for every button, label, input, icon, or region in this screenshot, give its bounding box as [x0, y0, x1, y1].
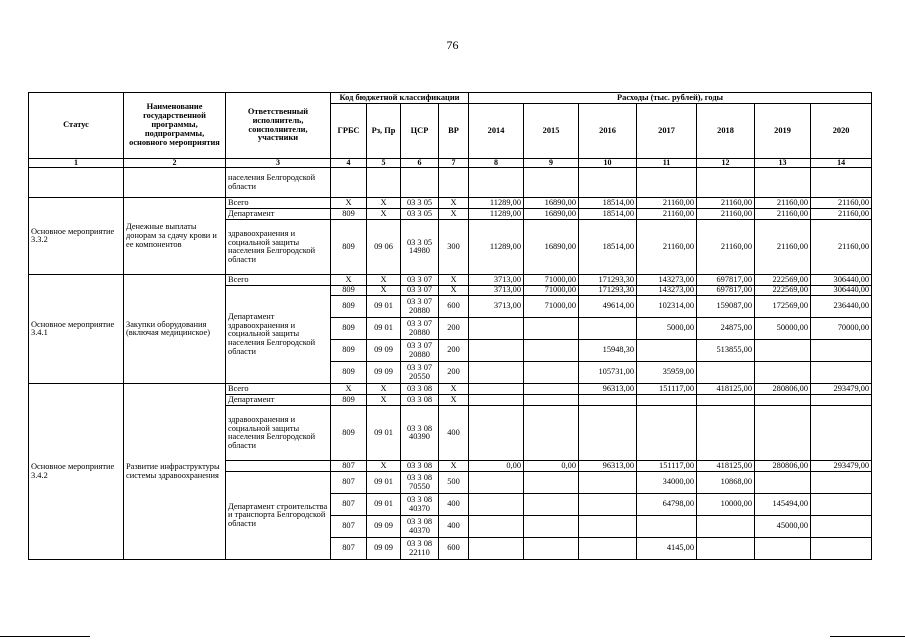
cell-v2017: 21160,00 [637, 220, 697, 275]
cell-v2017: 5000,00 [637, 318, 697, 340]
cell-v2019: 45000,00 [755, 516, 811, 538]
cell-empty [811, 168, 872, 198]
cell-empty [439, 168, 469, 198]
cell-v2018: 21160,00 [697, 220, 755, 275]
cell-v2020 [811, 395, 872, 406]
executor-cell: Всего [226, 198, 331, 209]
column-number: 10 [579, 159, 637, 168]
cell-v2017: 35959,00 [637, 362, 697, 384]
cell-v2018: 418125,00 [697, 384, 755, 395]
header-executor: Ответственный исполнитель, соисполнители, участники [226, 93, 331, 159]
header-budget-code: Код бюджетной классификации [331, 93, 469, 104]
cell-v2015 [524, 340, 579, 362]
cell-vr: 500 [439, 472, 469, 494]
cell-v2018: 21160,00 [697, 209, 755, 220]
cell-grbs: 809 [331, 209, 367, 220]
cell-v2014 [469, 406, 524, 461]
cell-v2018: 159087,00 [697, 296, 755, 318]
cell-v2017: 4145,00 [637, 538, 697, 560]
cell-empty [469, 168, 524, 198]
cell-csr: 03 3 08 [401, 461, 439, 472]
cell-v2015 [524, 538, 579, 560]
cell-v2014 [469, 472, 524, 494]
header-year: 2017 [637, 104, 697, 159]
cell-v2019: 21160,00 [755, 209, 811, 220]
cell-v2014: 3713,00 [469, 286, 524, 296]
executor-cell: Всего [226, 275, 331, 286]
cell-v2020: 293479,00 [811, 384, 872, 395]
cell-csr: 03 3 07 [401, 286, 439, 296]
column-number: 3 [226, 159, 331, 168]
cell-v2015: 71000,00 [524, 275, 579, 286]
status-cell: Основное мероприятие 3.4.1 [29, 275, 124, 384]
executor-cell: здравоохранения и социальной защиты населения Белгородской области [226, 406, 331, 461]
cell-empty [367, 168, 401, 198]
cell-v2018 [697, 538, 755, 560]
cell-grbs: 807 [331, 494, 367, 516]
cell-empty [579, 168, 637, 198]
column-number: 11 [637, 159, 697, 168]
header-grbs: ГРБС [331, 104, 367, 159]
cell-csr: 03 3 07 20550 [401, 362, 439, 384]
executor-cell: Департамент строительства и транспорта Белгородской области [226, 472, 331, 560]
cell-rzpr: X [367, 275, 401, 286]
cell-v2016 [579, 472, 637, 494]
cell-v2019 [755, 472, 811, 494]
cell-v2014 [469, 395, 524, 406]
cell-v2015 [524, 395, 579, 406]
cell-grbs: X [331, 198, 367, 209]
header-csr: ЦСР [401, 104, 439, 159]
cell-grbs: 807 [331, 538, 367, 560]
cell-grbs: 807 [331, 472, 367, 494]
cell-v2015 [524, 516, 579, 538]
cell-rzpr: 09 09 [367, 362, 401, 384]
cell-v2019: 222569,00 [755, 275, 811, 286]
cell-v2019: 172569,00 [755, 296, 811, 318]
page-edge-mark [830, 636, 905, 637]
cell-v2015: 16890,00 [524, 220, 579, 275]
cell-rzpr: X [367, 286, 401, 296]
cell-v2017: 21160,00 [637, 198, 697, 209]
cell-vr: 200 [439, 362, 469, 384]
cell-v2019 [755, 362, 811, 384]
cell-v2019 [755, 340, 811, 362]
cell-v2014: 0,00 [469, 461, 524, 472]
cell-v2019: 50000,00 [755, 318, 811, 340]
header-year: 2019 [755, 104, 811, 159]
cell-v2018 [697, 395, 755, 406]
cell-grbs: 809 [331, 318, 367, 340]
executor-cell: здравоохранения и социальной защиты населения Белгородской области [226, 220, 331, 275]
cell-v2014 [469, 318, 524, 340]
cell-v2015 [524, 406, 579, 461]
cell-csr: 03 3 08 22110 [401, 538, 439, 560]
cell-rzpr: X [367, 461, 401, 472]
cell-v2020 [811, 516, 872, 538]
name-cell: Закупки оборудования (включая медицинское) [124, 275, 226, 384]
table-row [29, 275, 872, 286]
cell-rzpr: 09 09 [367, 538, 401, 560]
header-expenses: Расходы (тыс. рублей), годы [469, 93, 872, 104]
cell-v2020: 21160,00 [811, 198, 872, 209]
name-cell: Денежные выплаты донорам за сдачу крови и ее компонентов [124, 198, 226, 275]
cell-vr: 400 [439, 516, 469, 538]
table-row [29, 168, 872, 198]
cell-vr: 600 [439, 296, 469, 318]
column-number: 6 [401, 159, 439, 168]
cell-v2020: 306440,00 [811, 286, 872, 296]
cell-v2019: 21160,00 [755, 198, 811, 209]
cell-rzpr: X [367, 395, 401, 406]
page-edge-mark [0, 636, 90, 637]
cell-vr: X [439, 198, 469, 209]
cell-v2017: 34000,00 [637, 472, 697, 494]
cell-csr: 03 3 08 [401, 395, 439, 406]
cell-v2014 [469, 516, 524, 538]
cell-v2018: 697817,00 [697, 275, 755, 286]
cell-csr: 03 3 08 40370 [401, 494, 439, 516]
cell-csr: 03 3 07 20880 [401, 340, 439, 362]
cell-empty [697, 168, 755, 198]
cell-v2015 [524, 494, 579, 516]
cell-rzpr: 09 09 [367, 516, 401, 538]
header-year: 2016 [579, 104, 637, 159]
cell-v2018: 513855,00 [697, 340, 755, 362]
cell-v2014 [469, 384, 524, 395]
header-year: 2020 [811, 104, 872, 159]
name-cell-empty [124, 168, 226, 198]
cell-grbs: 809 [331, 340, 367, 362]
cell-v2014: 11289,00 [469, 198, 524, 209]
cell-v2017 [637, 340, 697, 362]
column-number: 1 [29, 159, 124, 168]
cell-grbs: 809 [331, 220, 367, 275]
cell-v2019 [755, 406, 811, 461]
cell-v2014: 3713,00 [469, 275, 524, 286]
cell-grbs: 809 [331, 395, 367, 406]
executor-cell: Всего [226, 384, 331, 395]
cell-v2018 [697, 406, 755, 461]
cell-v2020 [811, 472, 872, 494]
cell-v2017: 143273,00 [637, 286, 697, 296]
column-number: 2 [124, 159, 226, 168]
cell-vr: 200 [439, 340, 469, 362]
cell-v2016: 15948,30 [579, 340, 637, 362]
cell-v2016 [579, 395, 637, 406]
cell-rzpr: X [367, 209, 401, 220]
cell-empty [755, 168, 811, 198]
cell-csr: 03 3 07 20880 [401, 318, 439, 340]
column-number: 14 [811, 159, 872, 168]
cell-v2015 [524, 362, 579, 384]
cell-v2019 [755, 538, 811, 560]
cell-v2020: 21160,00 [811, 220, 872, 275]
cell-v2014: 11289,00 [469, 209, 524, 220]
cell-vr: 400 [439, 494, 469, 516]
cell-rzpr: 09 01 [367, 406, 401, 461]
cell-v2020: 70000,00 [811, 318, 872, 340]
column-number: 9 [524, 159, 579, 168]
executor-cell-empty [226, 461, 331, 472]
cell-grbs: 809 [331, 406, 367, 461]
cell-vr: 200 [439, 318, 469, 340]
header-rzpr: Рз, Пр [367, 104, 401, 159]
cell-rzpr: 09 01 [367, 296, 401, 318]
cell-v2020: 306440,00 [811, 275, 872, 286]
cell-v2015: 16890,00 [524, 209, 579, 220]
cell-v2020: 236440,00 [811, 296, 872, 318]
cell-csr: 03 3 07 20880 [401, 296, 439, 318]
cell-v2014 [469, 538, 524, 560]
cell-vr: X [439, 461, 469, 472]
cell-empty [524, 168, 579, 198]
cell-v2020 [811, 406, 872, 461]
status-cell: Основное мероприятие 3.4.2 [29, 384, 124, 560]
cell-rzpr: X [367, 198, 401, 209]
cell-csr: 03 3 08 70550 [401, 472, 439, 494]
cell-v2016 [579, 516, 637, 538]
page-number: 76 [446, 38, 459, 52]
table-row [29, 384, 872, 395]
cell-v2019 [755, 395, 811, 406]
cell-v2015: 0,00 [524, 461, 579, 472]
cell-v2018: 418125,00 [697, 461, 755, 472]
cell-v2017 [637, 395, 697, 406]
cell-grbs: 807 [331, 461, 367, 472]
cell-v2016 [579, 318, 637, 340]
cell-csr: 03 3 05 [401, 209, 439, 220]
executor-cell: Департамент здравоохранения и социальной защиты населения Белгородской области [226, 286, 331, 384]
cell-v2016: 105731,00 [579, 362, 637, 384]
cell-v2020 [811, 538, 872, 560]
cell-rzpr: 09 06 [367, 220, 401, 275]
cell-vr: X [439, 384, 469, 395]
executor-cell: Департамент [226, 209, 331, 220]
header-year: 2014 [469, 104, 524, 159]
cell-rzpr: 09 01 [367, 318, 401, 340]
header-year: 2015 [524, 104, 579, 159]
cell-v2016 [579, 406, 637, 461]
header-year: 2018 [697, 104, 755, 159]
cell-rzpr: 09 01 [367, 494, 401, 516]
header-vr: ВР [439, 104, 469, 159]
cell-csr: 03 3 07 [401, 275, 439, 286]
column-number: 13 [755, 159, 811, 168]
cell-v2016: 18514,00 [579, 220, 637, 275]
cell-v2016: 96313,00 [579, 461, 637, 472]
cell-v2015: 71000,00 [524, 296, 579, 318]
cell-v2016 [579, 494, 637, 516]
cell-v2017: 21160,00 [637, 209, 697, 220]
budget-table [28, 92, 872, 560]
cell-v2020 [811, 494, 872, 516]
cell-v2014 [469, 340, 524, 362]
cell-rzpr: 09 01 [367, 472, 401, 494]
cell-vr: X [439, 286, 469, 296]
cell-csr: 03 3 08 40390 [401, 406, 439, 461]
cell-v2018 [697, 516, 755, 538]
cell-v2016: 171293,30 [579, 275, 637, 286]
cell-vr: X [439, 395, 469, 406]
cell-vr: X [439, 209, 469, 220]
cell-v2016: 49614,00 [579, 296, 637, 318]
column-number: 12 [697, 159, 755, 168]
cell-empty [401, 168, 439, 198]
cell-v2015: 16890,00 [524, 198, 579, 209]
cell-v2019: 21160,00 [755, 220, 811, 275]
cell-v2018: 10868,00 [697, 472, 755, 494]
cell-v2016: 18514,00 [579, 198, 637, 209]
column-number-row [29, 159, 872, 168]
cell-v2016: 18514,00 [579, 209, 637, 220]
cell-v2014: 3713,00 [469, 296, 524, 318]
cell-v2018: 24875,00 [697, 318, 755, 340]
cell-v2018: 697817,00 [697, 286, 755, 296]
cell-v2018: 21160,00 [697, 198, 755, 209]
cell-csr: 03 3 05 [401, 198, 439, 209]
cell-v2017: 102314,00 [637, 296, 697, 318]
name-cell: Развитие инфраструктуры системы здравоохранения [124, 384, 226, 560]
executor-cell: Департамент [226, 395, 331, 406]
cell-v2015 [524, 384, 579, 395]
cell-v2015 [524, 318, 579, 340]
cell-v2017: 151117,00 [637, 384, 697, 395]
cell-grbs: X [331, 275, 367, 286]
cell-csr: 03 3 08 [401, 384, 439, 395]
cell-v2014 [469, 494, 524, 516]
column-number: 4 [331, 159, 367, 168]
cell-v2018: 10000,00 [697, 494, 755, 516]
cell-v2015: 71000,00 [524, 286, 579, 296]
column-number: 7 [439, 159, 469, 168]
table-row [29, 198, 872, 209]
cell-v2016 [579, 538, 637, 560]
column-number: 8 [469, 159, 524, 168]
cell-v2019: 222569,00 [755, 286, 811, 296]
cell-v2019: 280806,00 [755, 384, 811, 395]
cell-v2015 [524, 472, 579, 494]
cell-empty [331, 168, 367, 198]
cell-grbs: 809 [331, 296, 367, 318]
executor-cell: населения Белгородской области [226, 168, 331, 198]
cell-rzpr: X [367, 384, 401, 395]
cell-v2016: 171293,30 [579, 286, 637, 296]
cell-vr: X [439, 275, 469, 286]
cell-v2014: 11289,00 [469, 220, 524, 275]
cell-v2020 [811, 340, 872, 362]
cell-v2016: 96313,00 [579, 384, 637, 395]
cell-empty [637, 168, 697, 198]
cell-rzpr: 09 09 [367, 340, 401, 362]
cell-v2020 [811, 362, 872, 384]
cell-v2020: 21160,00 [811, 209, 872, 220]
cell-v2017: 151117,00 [637, 461, 697, 472]
column-number: 5 [367, 159, 401, 168]
cell-grbs: X [331, 384, 367, 395]
cell-v2017: 64798,00 [637, 494, 697, 516]
status-cell: Основное мероприятие 3.3.2 [29, 198, 124, 275]
header-status: Статус [29, 93, 124, 159]
cell-vr: 600 [439, 538, 469, 560]
header-name: Наименование государственной программы, подпрограммы, основного мероприятия [124, 93, 226, 159]
cell-grbs: 809 [331, 286, 367, 296]
cell-grbs: 807 [331, 516, 367, 538]
cell-v2018 [697, 362, 755, 384]
cell-v2017 [637, 516, 697, 538]
cell-csr: 03 3 08 40370 [401, 516, 439, 538]
cell-grbs: 809 [331, 362, 367, 384]
cell-v2020: 293479,00 [811, 461, 872, 472]
cell-v2019: 280806,00 [755, 461, 811, 472]
cell-vr: 400 [439, 406, 469, 461]
status-cell-empty [29, 168, 124, 198]
cell-v2014 [469, 362, 524, 384]
cell-v2017: 143273,00 [637, 275, 697, 286]
cell-vr: 300 [439, 220, 469, 275]
cell-csr: 03 3 05 14980 [401, 220, 439, 275]
cell-v2019: 145494,00 [755, 494, 811, 516]
cell-v2017 [637, 406, 697, 461]
